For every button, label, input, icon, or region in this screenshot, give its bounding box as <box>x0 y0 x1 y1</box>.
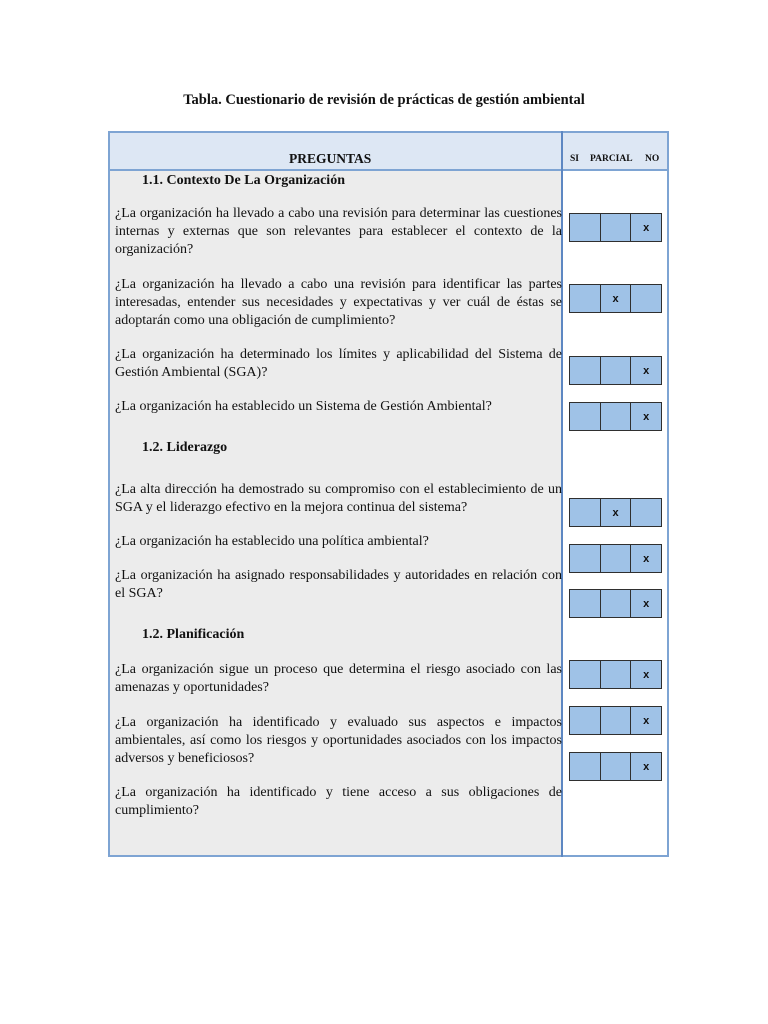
section-title: 1.2. Planificación <box>142 627 245 642</box>
question-text: ¿La organización sigue un proceso que determina el riesgo asociado con las amenazas y oportunidades? <box>115 662 562 695</box>
answer-row <box>569 498 662 527</box>
no-checkbox[interactable] <box>631 590 661 617</box>
table-header <box>108 131 669 171</box>
no-checkbox[interactable] <box>631 753 661 780</box>
parcial-checkbox[interactable] <box>601 214 632 241</box>
answer-row <box>569 752 662 781</box>
si-checkbox[interactable] <box>570 403 601 430</box>
no-checkbox[interactable] <box>631 285 661 312</box>
parcial-checkbox[interactable] <box>601 357 632 384</box>
answer-row <box>569 356 662 385</box>
check-mark: x <box>643 410 650 423</box>
question-text: ¿La organización ha identificado y evaluado sus aspectos e impactos ambientales, así como los riesgos y oportunidades asociados con los impactos adversos y beneficiosos? <box>115 715 562 766</box>
si-checkbox[interactable] <box>570 285 601 312</box>
question-text: ¿La organización ha establecido una política ambiental? <box>115 534 429 549</box>
check-mark: x <box>643 714 650 727</box>
parcial-checkbox[interactable] <box>601 661 632 688</box>
parcial-checkbox[interactable] <box>601 285 632 312</box>
si-checkbox[interactable] <box>570 499 601 526</box>
question-text: ¿La organización ha asignado responsabilidades y autoridades en relación con el SGA? <box>115 568 562 601</box>
no-checkbox[interactable] <box>631 545 661 572</box>
parcial-checkbox[interactable] <box>601 590 632 617</box>
check-mark: x <box>643 221 650 234</box>
si-checkbox[interactable] <box>570 545 601 572</box>
check-mark: x <box>643 364 650 377</box>
check-mark: x <box>612 292 619 305</box>
question-text: ¿La organización ha llevado a cabo una revisión para identificar las partes interesadas, entender sus necesidades y expectativas y ver cuál de éstas se adoptarán como una obligación de cumplimiento? <box>115 277 562 328</box>
check-mark: x <box>643 597 650 610</box>
question-text: ¿La organización ha identificado y tiene acceso a sus obligaciones de cumplimiento? <box>115 785 562 818</box>
question-text: ¿La organización ha establecido un Sistema de Gestión Ambiental? <box>115 399 492 414</box>
si-checkbox[interactable] <box>570 214 601 241</box>
answer-row <box>569 706 662 735</box>
question-text: ¿La organización ha determinado los límites y aplicabilidad del Sistema de Gestión Ambiental (SGA)? <box>115 347 562 380</box>
si-checkbox[interactable] <box>570 357 601 384</box>
answer-row <box>569 544 662 573</box>
no-checkbox[interactable] <box>631 357 661 384</box>
check-mark: x <box>643 760 650 773</box>
no-checkbox[interactable] <box>631 403 661 430</box>
answer-row <box>569 402 662 431</box>
answer-row <box>569 660 662 689</box>
no-header: NO <box>645 154 660 164</box>
questions-header: PREGUNTAS <box>289 151 372 166</box>
si-header: SI <box>570 154 579 164</box>
table-title: Tabla. Cuestionario de revisión de prácticas de gestión ambiental <box>183 92 585 108</box>
si-checkbox[interactable] <box>570 590 601 617</box>
parcial-checkbox[interactable] <box>601 545 632 572</box>
no-checkbox[interactable] <box>631 707 661 734</box>
parcial-header: PARCIAL <box>590 154 633 164</box>
si-checkbox[interactable] <box>570 707 601 734</box>
section-title: 1.1. Contexto De La Organización <box>142 173 345 188</box>
check-mark: x <box>643 668 650 681</box>
no-checkbox[interactable] <box>631 214 661 241</box>
no-checkbox[interactable] <box>631 499 661 526</box>
check-mark: x <box>612 506 619 519</box>
check-mark: x <box>643 552 650 565</box>
answer-row <box>569 589 662 618</box>
question-text: ¿La organización ha llevado a cabo una revisión para determinar las cuestiones internas y externas que son relevantes para establecer el contexto de la organización? <box>115 206 562 257</box>
parcial-checkbox[interactable] <box>601 403 632 430</box>
parcial-checkbox[interactable] <box>601 499 632 526</box>
answer-row <box>569 213 662 242</box>
question-text: ¿La alta dirección ha demostrado su compromiso con el establecimiento de un SGA y el liderazgo efectivo en la mejora continua del sistema? <box>115 482 562 515</box>
si-checkbox[interactable] <box>570 661 601 688</box>
answer-row <box>569 284 662 313</box>
parcial-checkbox[interactable] <box>601 753 632 780</box>
no-checkbox[interactable] <box>631 661 661 688</box>
si-checkbox[interactable] <box>570 753 601 780</box>
parcial-checkbox[interactable] <box>601 707 632 734</box>
section-title: 1.2. Liderazgo <box>142 440 228 455</box>
